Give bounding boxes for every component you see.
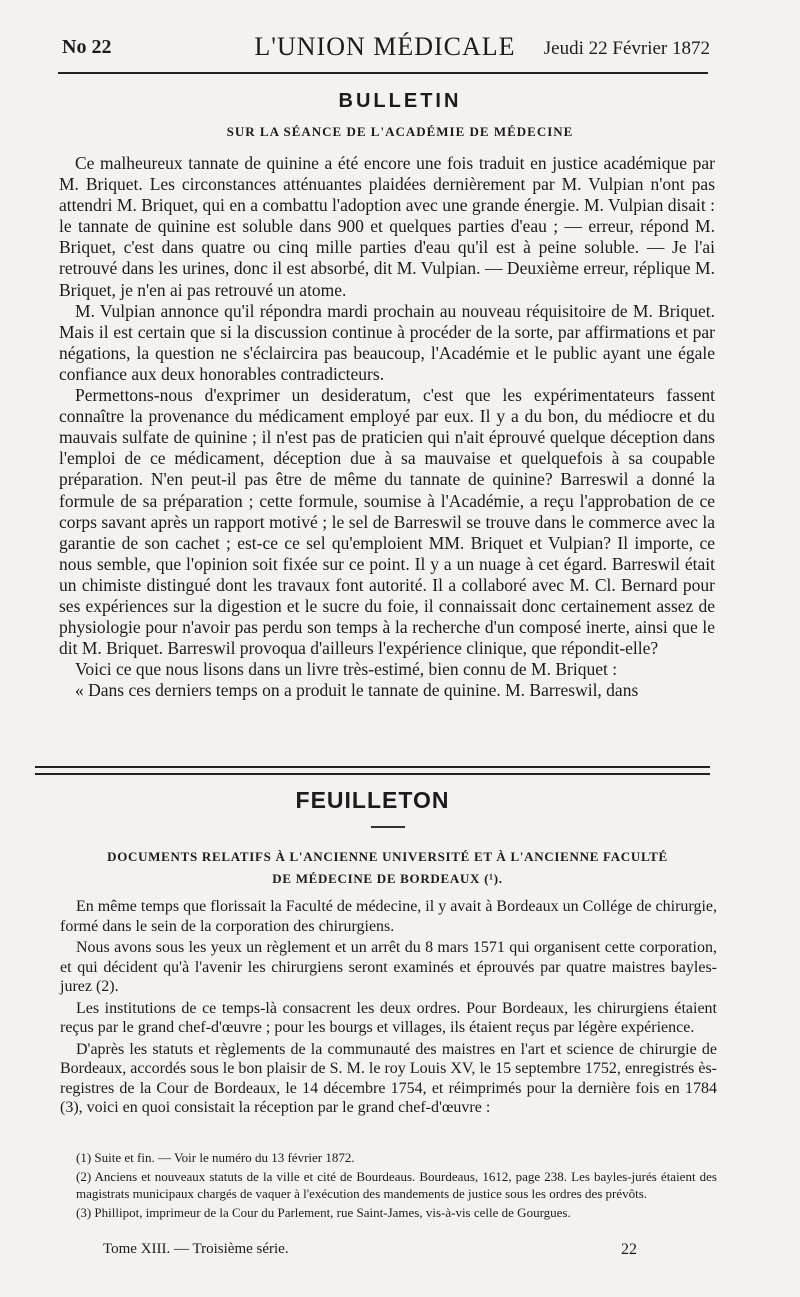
feuilleton-subtitle bbox=[0, 846, 775, 890]
page-header bbox=[60, 28, 710, 68]
page-number: 22 bbox=[621, 1241, 637, 1258]
footnote: (3) Phillipot, imprimeur de la Cour du Parlement, rue Saint-James, vis-à-vis celle de Gourgues. bbox=[76, 1204, 571, 1220]
journal-title: L'UNION MÉDICALE bbox=[254, 32, 516, 61]
feuilleton-paragraph: D'après les statuts et règlements de la communauté des maistres en l'art et science de chirurgie de Bordeaux, accordés sous le bon plaisir de S. M. le roy Louis XV, le 15 septembre 1752, enregistrés ès-registres de la Cour de Bordeaux, le 14 décembre 1754, et réimprimés pour la dernière fois en 1784 (3), voici en quoi consistait la réception par le grand chef-d'œuvre : bbox=[60, 1040, 717, 1116]
bulletin-paragraph: Voici ce que nous lisons dans un livre très-estimé, bien connu de M. Briquet : bbox=[75, 659, 618, 680]
bulletin-paragraph: « Dans ces derniers temps on a produit le tannate de quinine. M. Barreswil, dans bbox=[75, 680, 639, 701]
issue-date: Jeudi 22 Février 1872 bbox=[543, 38, 710, 59]
feuilleton-paragraph: Nous avons sous les yeux un règlement et un arrêt du 8 mars 1571 qui organisent cette corporation, et qui décident qu'à l'avenir les chirurgiens seront examinés et éprouvés par quatre maistres bayles-jurez (2). bbox=[60, 939, 717, 995]
feuilleton-subtitle-line: DOCUMENTS RELATIFS À L'ANCIENNE UNIVERSITÉ ET À L'ANCIENNE FACULTÉ bbox=[107, 849, 668, 864]
feuilleton-subtitle-line: DE MÉDECINE DE BORDEAUX (¹). bbox=[272, 871, 503, 886]
feuilleton-article bbox=[60, 897, 717, 1120]
section-divider bbox=[35, 766, 710, 775]
footnote: (1) Suite et fin. — Voir le numéro du 13 février 1872. bbox=[76, 1150, 355, 1165]
bulletin-paragraph: Ce malheureux tannate de quinine a été encore une fois traduit en justice académique par M. Briquet. Les circonstances atténuantes plaidées dernièrement par M. Vulpian n'ont pas attendri M. Briquet, qui en a combattu l'adoption avec une grande énergie. M. Vulpian disait : le tannate de quinine est soluble dans 900 et quelques parties d'eau ; — erreur, répond M. Briquet, c'est dans quatre ou cinq mille parties d'eau qu'il est à peine soluble. — Je l'ai retrouvé dans les urines, donc il est absorbé, dit M. Vulpian. — Deuxième erreur, réplique M. Briquet, je n'en ai pas retrouvé un atome. bbox=[59, 153, 715, 300]
issue-number: No 22 bbox=[62, 36, 112, 58]
bulletin-title: BULLETIN bbox=[338, 90, 462, 112]
feuilleton-title: FEUILLETON bbox=[295, 787, 450, 813]
footnotes bbox=[76, 1149, 717, 1222]
bulletin-paragraph: Permettons-nous d'exprimer un desideratum, c'est que les expérimentateurs fassent connaître la provenance du médicament employé par eux. Il y a du bon, du médiocre et du mauvais sulfate de quinine ; il n'est pas de praticien qui n'ait éprouvé quelque déception dans l'emploi de ce médicament, déception due à sa mauvaise et quelquefois à sa coupable préparation. N'en peut-il pas être de même du tannate de quinine? Barreswil a donné la formule de sa préparation ; cette formule, soumise à l'Académie, a reçu l'approbation de ce corps savant après un rapport motivé ; le sel de Barreswil se trouve dans le commerce avec la garantie de son cachet ; est-ce ce sel qu'emploient MM. Briquet et Vulpian? Il importe, ce nous semble, que l'opinion soit fixée sur ce point. Il y a un nuage à cet égard. Barreswil était un chimiste distingué dont les travaux font autorité. Il a collaboré avec M. Cl. Bernard pour ses expériences sur la digestion et le sucre du foie, il connaissait donc certainement assez de physiologie pour n'avoir pas perdu son temps à la recherche d'un composé inerte, ainsi que le dit M. Briquet. Barreswil provoqua d'ailleurs l'expérience clinique, que répondit-elle? bbox=[59, 385, 715, 659]
footer-tome: Tome XIII. — Troisième série. bbox=[103, 1241, 289, 1257]
title-dash bbox=[371, 826, 405, 828]
bulletin-article bbox=[59, 153, 715, 701]
bulletin-paragraph: M. Vulpian annonce qu'il répondra mardi prochain au nouveau réquisitoire de M. Briquet. Mais il est certain que si la discussion continue à procéder de la sorte, par affirmations et par négations, la question ne s'éclaircira pas beaucoup, l'Académie et le public ayant une égale confiance aux deux honorables contradicteurs. bbox=[59, 300, 715, 384]
footnote: (2) Anciens et nouveaux statuts de la ville et cité de Bourdeaus. Bourdeaus, 1612, page 238. Les bayles-jurés étaient des magistrats municipaux chargés de vaquer à l'exécution des mandements de justice sous les ordres des prévôts. bbox=[76, 1168, 717, 1201]
feuilleton-paragraph: En même temps que florissait la Faculté de médecine, il y avait à Bordeaux un Collége de chirurgie, formé dans le sein de la corporation des chirurgiens. bbox=[60, 898, 717, 935]
header-rule bbox=[58, 72, 708, 74]
feuilleton-paragraph: Les institutions de ce temps-là consacrent les deux ordres. Pour Bordeaux, les chirurgiens étaient reçus par le grand chef-d'œuvre ; pour les bourgs et villages, ils étaient reçus par légère expérience. bbox=[60, 999, 717, 1036]
bulletin-subtitle: SUR LA SÉANCE DE L'ACADÉMIE DE MÉDECINE bbox=[226, 124, 574, 139]
